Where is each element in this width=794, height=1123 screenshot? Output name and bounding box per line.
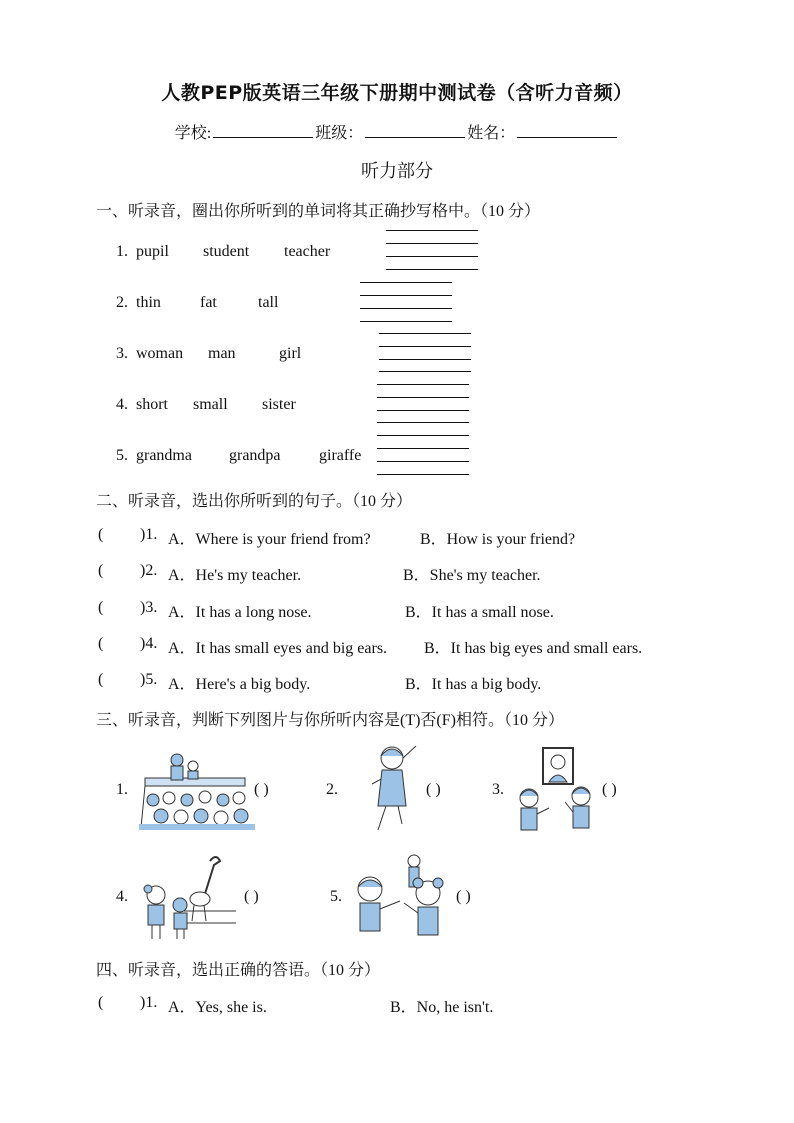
s3-item5-num: 5. <box>330 888 342 905</box>
s2-q5-option-b: B．It has a big body. <box>405 676 542 693</box>
s2-q5-open: ( <box>98 671 104 688</box>
s1-row1-word2: student <box>203 243 250 260</box>
s1-row1-word1: pupil <box>136 243 169 260</box>
s4-q1-option-a: A．Yes, she is. <box>168 999 267 1016</box>
s2-q3-option-a: A．It has a long nose. <box>168 604 312 621</box>
s3-item4-answer[interactable]: ( ) <box>244 888 259 905</box>
s2-q1-option-a: A．Where is your friend from? <box>168 531 371 548</box>
class-field[interactable] <box>365 123 465 138</box>
s1-row4-num: 4. <box>116 396 128 413</box>
friends-picture <box>352 853 452 939</box>
s1-row2-word3: tall <box>258 294 279 311</box>
s2-q2-option-a: A．He's my teacher. <box>168 567 302 584</box>
s2-q3-option-b: B．It has a small nose. <box>405 604 554 621</box>
section1-heading: 一、听录音，圈出你所听到的单词将其正确抄写格中。（10 分） <box>96 203 541 220</box>
s2-q1-open: ( <box>98 526 104 543</box>
s1-row2-num: 2. <box>116 294 128 311</box>
giraffe-picture <box>140 851 236 943</box>
s1-row1-num: 1. <box>116 243 128 260</box>
s1-row3-word1: woman <box>136 345 184 362</box>
s3-item2-num: 2. <box>326 781 338 798</box>
s1-row5-word1: grandma <box>136 447 192 464</box>
student-info-line <box>0 120 794 143</box>
s1-row2-word1: thin <box>136 294 161 311</box>
section4-heading: 四、听录音，选出正确的答语。（10 分） <box>96 962 381 979</box>
name-label: 姓名： <box>467 125 516 142</box>
s3-item5-answer[interactable]: ( ) <box>456 888 471 905</box>
s2-q1-option-b: B．How is your friend? <box>420 531 576 548</box>
s2-q2-open: ( <box>98 562 104 579</box>
s2-q3-num: )3. <box>140 599 158 616</box>
section2-heading: 二、听录音，选出你所听到的句子。（10 分） <box>96 493 413 510</box>
s2-q5-option-a: A．Here's a big body. <box>168 676 311 693</box>
s4-q1-option-b: B．No, he isn't. <box>390 999 494 1016</box>
s2-q2-option-b: B．She's my teacher. <box>403 567 541 584</box>
s3-item1-num: 1. <box>116 781 128 798</box>
s1-row5-word2: grandpa <box>229 447 281 464</box>
s2-q4-option-b: B．It has big eyes and small ears. <box>424 640 643 657</box>
s1-row1-word3: teacher <box>284 243 331 260</box>
s2-q2-num: )2. <box>140 562 158 579</box>
girl-picture <box>370 744 420 836</box>
page-title: 人教PEP版英语三年级下册期中测试卷（含听力音频） <box>161 82 633 104</box>
s4-q1-num: )1. <box>140 994 158 1011</box>
s3-item4-num: 4. <box>116 888 128 905</box>
classroom-picture <box>139 750 255 830</box>
section-subtitle: 听力部分 <box>361 161 433 182</box>
s1-row4-word2: small <box>193 396 228 413</box>
s1-row3-word3: girl <box>279 345 302 362</box>
s1-row4-word3: sister <box>262 396 296 413</box>
s3-item3-num: 3. <box>492 781 504 798</box>
s2-q4-open: ( <box>98 635 104 652</box>
s2-q1-num: )1. <box>140 526 158 543</box>
s1-row5-word3: giraffe <box>319 447 362 464</box>
s3-item1-answer[interactable]: ( ) <box>254 781 269 798</box>
s3-item3-answer[interactable]: ( ) <box>602 781 617 798</box>
s2-q5-num: )5. <box>140 671 158 688</box>
s1-row5-num: 5. <box>116 447 128 464</box>
s1-row2-word2: fat <box>200 294 217 311</box>
s1-row4-word1: short <box>136 396 168 413</box>
s1-row3-word2: man <box>208 345 236 362</box>
name-field[interactable] <box>517 123 617 138</box>
s2-q4-num: )4. <box>140 635 158 652</box>
s2-q3-open: ( <box>98 599 104 616</box>
s4-q1-open: ( <box>98 994 104 1011</box>
s2-q4-option-a: A．It has small eyes and big ears. <box>168 640 388 657</box>
portrait-picture <box>515 746 599 834</box>
s3-item2-answer[interactable]: ( ) <box>426 781 441 798</box>
class-label: 班级： <box>315 125 364 142</box>
section3-heading: 三、听录音，判断下列图片与你所听内容是(T)否(F)相符。（10 分） <box>96 712 564 729</box>
school-label: 学校: <box>174 125 212 142</box>
s1-row3-num: 3. <box>116 345 128 362</box>
school-field[interactable] <box>213 123 313 138</box>
